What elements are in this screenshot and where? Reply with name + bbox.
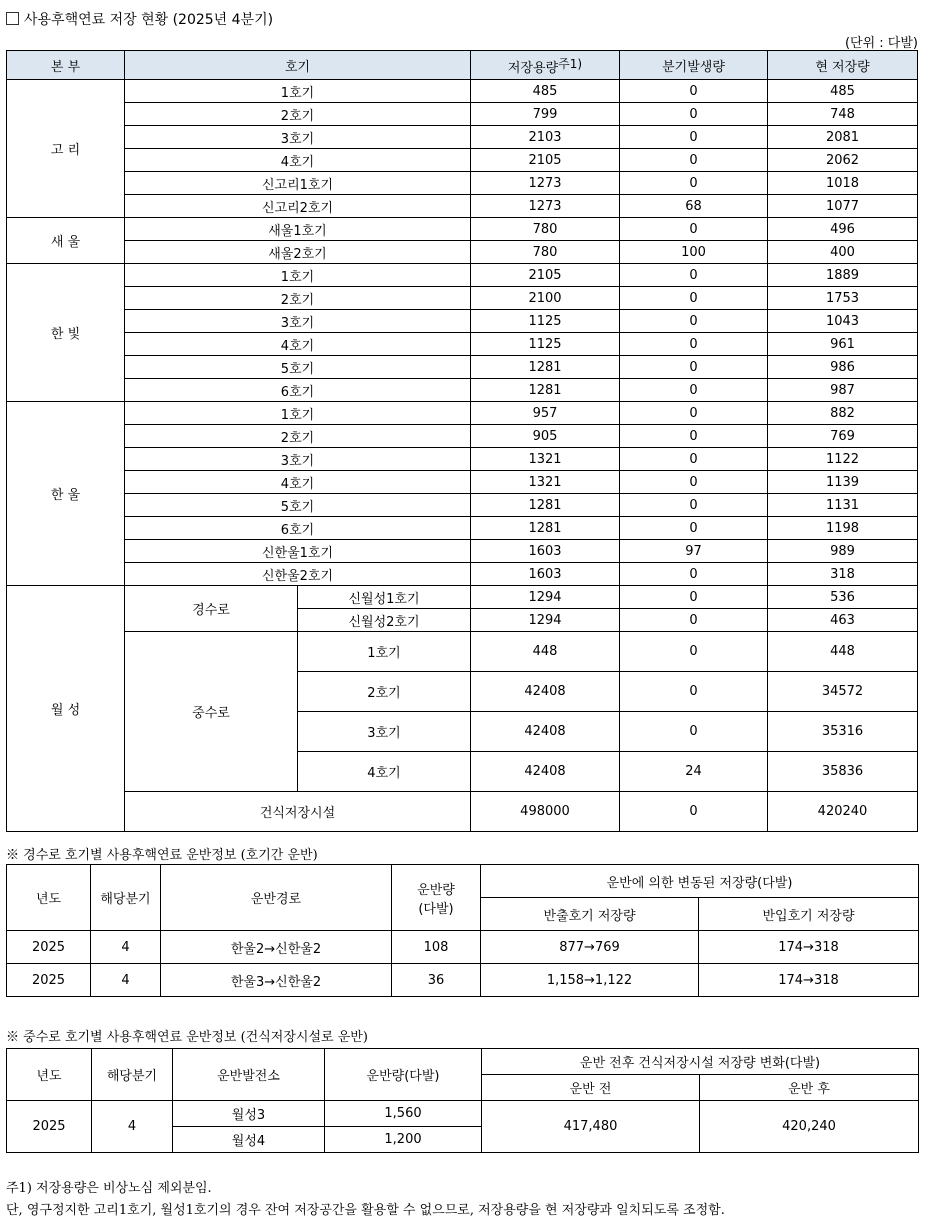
cell-capacity: 42408 — [471, 712, 620, 752]
cell-current: 318 — [768, 563, 918, 586]
cell-capacity: 485 — [471, 80, 620, 103]
cell-unit: 2호기 — [298, 672, 471, 712]
table-row — [7, 792, 918, 832]
header-year: 년도 — [7, 865, 91, 931]
table-row — [7, 333, 918, 356]
table-row — [7, 149, 918, 172]
cell-capacity: 42408 — [471, 752, 620, 792]
cell-amount: 36 — [392, 964, 481, 997]
header-amount: 운반량(다발) — [325, 1049, 482, 1101]
table-row — [7, 195, 918, 218]
cell-generated: 0 — [620, 586, 768, 609]
cell-current: 961 — [768, 333, 918, 356]
cell-capacity: 1321 — [471, 471, 620, 494]
table-row — [7, 517, 918, 540]
phwr-transport-note: ※ 중수로 호기별 사용후핵연료 운반정보 (건식저장시설로 운반) — [6, 1030, 368, 1045]
header-unit: 호기 — [125, 51, 471, 80]
cell-unit: 2호기 — [125, 425, 471, 448]
cell-unit: 건식저장시설 — [125, 792, 471, 832]
cell-generated: 0 — [620, 448, 768, 471]
cell-current: 448 — [768, 632, 918, 672]
cell-unit: 1호기 — [125, 80, 471, 103]
cell-capacity: 42408 — [471, 672, 620, 712]
cell-current: 485 — [768, 80, 918, 103]
table-row — [7, 103, 918, 126]
cell-current: 1043 — [768, 310, 918, 333]
storage-status-table — [6, 50, 918, 832]
header-quarter: 해당분기 — [91, 865, 161, 931]
hq-name-hanbit: 한 빛 — [7, 264, 125, 402]
cell-unit: 신월성1호기 — [298, 586, 471, 609]
table-row — [7, 1101, 919, 1127]
cell-unit: 4호기 — [125, 333, 471, 356]
cell-unit: 신한울2호기 — [125, 563, 471, 586]
cell-out: 877→769 — [481, 931, 699, 964]
hq-name-wolsong: 월 성 — [7, 586, 125, 832]
cell-generated: 0 — [620, 379, 768, 402]
cell-unit: 5호기 — [125, 494, 471, 517]
table-row — [7, 310, 918, 333]
cell-generated: 0 — [620, 149, 768, 172]
hq-name-hanul: 한 울 — [7, 402, 125, 586]
cell-capacity: 1321 — [471, 448, 620, 471]
page-title: 사용후핵연료 저장 현황 (2025년 4분기) — [6, 9, 273, 29]
cell-capacity: 905 — [471, 425, 620, 448]
cell-year: 2025 — [7, 964, 91, 997]
header-hq: 본 부 — [7, 51, 125, 80]
cell-generated: 24 — [620, 752, 768, 792]
cell-capacity: 1125 — [471, 333, 620, 356]
header-capacity: 저장용량주1) — [471, 51, 620, 80]
cell-capacity: 957 — [471, 402, 620, 425]
cell-unit: 신월성2호기 — [298, 609, 471, 632]
cell-generated: 0 — [620, 402, 768, 425]
cell-quarter: 4 — [92, 1101, 173, 1153]
cell-before: 417,480 — [482, 1101, 700, 1153]
table-row — [7, 80, 918, 103]
cell-origin: 월성3 — [173, 1101, 325, 1127]
cell-generated: 0 — [620, 792, 768, 832]
cell-generated: 0 — [620, 126, 768, 149]
cell-in: 174→318 — [699, 964, 919, 997]
cell-current: 400 — [768, 241, 918, 264]
checkbox-icon — [6, 12, 19, 25]
table-header-row — [7, 51, 918, 80]
cell-unit: 5호기 — [125, 356, 471, 379]
cell-capacity: 1603 — [471, 540, 620, 563]
cell-amount: 1,560 — [325, 1101, 482, 1127]
cell-current: 987 — [768, 379, 918, 402]
phwr-transport-table — [6, 1048, 919, 1153]
table-row — [7, 218, 918, 241]
cell-capacity: 780 — [471, 218, 620, 241]
cell-current: 420240 — [768, 792, 918, 832]
table-row — [7, 356, 918, 379]
cell-generated: 97 — [620, 540, 768, 563]
header-year: 년도 — [7, 1049, 92, 1101]
cell-capacity: 1294 — [471, 609, 620, 632]
cell-generated: 0 — [620, 80, 768, 103]
table-row — [7, 586, 918, 609]
cell-year: 2025 — [7, 931, 91, 964]
cell-unit: 2호기 — [125, 103, 471, 126]
cell-unit: 4호기 — [125, 471, 471, 494]
cell-generated: 100 — [620, 241, 768, 264]
cell-current: 2081 — [768, 126, 918, 149]
cell-unit: 4호기 — [298, 752, 471, 792]
cell-unit: 3호기 — [298, 712, 471, 752]
cell-in: 174→318 — [699, 931, 919, 964]
cell-generated: 0 — [620, 103, 768, 126]
cell-generated: 0 — [620, 172, 768, 195]
table-row — [7, 563, 918, 586]
table-row — [7, 126, 918, 149]
cell-current: 748 — [768, 103, 918, 126]
cell-generated: 0 — [620, 264, 768, 287]
table-row — [7, 172, 918, 195]
table-row — [7, 471, 918, 494]
cell-out: 1,158→1,122 — [481, 964, 699, 997]
cell-generated: 0 — [620, 287, 768, 310]
cell-capacity: 1273 — [471, 195, 620, 218]
cell-current: 1077 — [768, 195, 918, 218]
cell-current: 1198 — [768, 517, 918, 540]
cell-capacity: 1281 — [471, 517, 620, 540]
header-quarter: 해당분기 — [92, 1049, 173, 1101]
cell-current: 1139 — [768, 471, 918, 494]
cell-current: 2062 — [768, 149, 918, 172]
cell-current: 882 — [768, 402, 918, 425]
cell-generated: 0 — [620, 672, 768, 712]
cell-unit: 새울1호기 — [125, 218, 471, 241]
cell-current: 1018 — [768, 172, 918, 195]
cell-origin: 월성4 — [173, 1127, 325, 1153]
cell-capacity: 1125 — [471, 310, 620, 333]
cell-generated: 0 — [620, 218, 768, 241]
reactor-type-pwr: 경수로 — [125, 586, 298, 632]
cell-capacity: 1603 — [471, 563, 620, 586]
cell-capacity: 2100 — [471, 287, 620, 310]
table-row — [7, 540, 918, 563]
cell-current: 536 — [768, 586, 918, 609]
cell-current: 35836 — [768, 752, 918, 792]
reactor-type-phwr: 중수로 — [125, 632, 298, 792]
table-row — [7, 425, 918, 448]
cell-generated: 0 — [620, 494, 768, 517]
table-header-row — [7, 865, 919, 898]
cell-capacity: 1281 — [471, 356, 620, 379]
header-amount: 운반량 (다발) — [392, 865, 481, 931]
cell-generated: 0 — [620, 632, 768, 672]
cell-unit: 새울2호기 — [125, 241, 471, 264]
cell-current: 496 — [768, 218, 918, 241]
table-row — [7, 964, 919, 997]
cell-capacity: 799 — [471, 103, 620, 126]
cell-route: 한울3→신한울2 — [161, 964, 392, 997]
cell-unit: 6호기 — [125, 517, 471, 540]
cell-amount: 108 — [392, 931, 481, 964]
header-origin: 운반발전소 — [173, 1049, 325, 1101]
cell-unit: 신고리1호기 — [125, 172, 471, 195]
header-before: 운반 전 — [482, 1075, 700, 1101]
cell-current: 1122 — [768, 448, 918, 471]
cell-amount: 1,200 — [325, 1127, 482, 1153]
cell-after: 420,240 — [700, 1101, 919, 1153]
cell-generated: 0 — [620, 712, 768, 752]
cell-capacity: 448 — [471, 632, 620, 672]
header-route: 운반경로 — [161, 865, 392, 931]
cell-quarter: 4 — [91, 964, 161, 997]
cell-current: 463 — [768, 609, 918, 632]
cell-unit: 신고리2호기 — [125, 195, 471, 218]
cell-generated: 0 — [620, 310, 768, 333]
footnote-1: 주1) 저장용량은 비상노심 제외분임. — [6, 1181, 212, 1196]
cell-unit: 1호기 — [125, 402, 471, 425]
cell-current: 986 — [768, 356, 918, 379]
table-row — [7, 494, 918, 517]
cell-unit: 3호기 — [125, 126, 471, 149]
cell-capacity: 1281 — [471, 379, 620, 402]
cell-generated: 68 — [620, 195, 768, 218]
cell-current: 989 — [768, 540, 918, 563]
cell-current: 769 — [768, 425, 918, 448]
cell-unit: 3호기 — [125, 310, 471, 333]
header-after: 운반 후 — [700, 1075, 919, 1101]
cell-generated: 0 — [620, 471, 768, 494]
cell-unit: 1호기 — [125, 264, 471, 287]
cell-route: 한울2→신한울2 — [161, 931, 392, 964]
cell-current: 1753 — [768, 287, 918, 310]
table-row — [7, 931, 919, 964]
table-row — [7, 241, 918, 264]
header-in-storage: 반입호기 저장량 — [699, 898, 919, 931]
pwr-transport-table — [6, 864, 919, 997]
header-current: 현 저장량 — [768, 51, 918, 80]
table-row — [7, 287, 918, 310]
table-row — [7, 402, 918, 425]
cell-year: 2025 — [7, 1101, 92, 1153]
footnote-2: 단, 영구정지한 고리1호기, 월성1호기의 경우 잔여 저장공간을 활용할 수 없으므로, 저장용량을 현 저장량과 일치되도록 조정함. — [6, 1203, 725, 1218]
cell-current: 35316 — [768, 712, 918, 752]
pwr-transport-note: ※ 경수로 호기별 사용후핵연료 운반정보 (호기간 운반) — [6, 848, 318, 863]
cell-generated: 0 — [620, 609, 768, 632]
table-row — [7, 448, 918, 471]
table-row — [7, 264, 918, 287]
cell-generated: 0 — [620, 356, 768, 379]
cell-capacity: 2103 — [471, 126, 620, 149]
cell-unit: 1호기 — [298, 632, 471, 672]
cell-current: 34572 — [768, 672, 918, 712]
cell-current: 1131 — [768, 494, 918, 517]
table-row — [7, 632, 918, 672]
cell-generated: 0 — [620, 425, 768, 448]
cell-generated: 0 — [620, 563, 768, 586]
hq-name-saeul: 새 울 — [7, 218, 125, 264]
header-out-storage: 반출호기 저장량 — [481, 898, 699, 931]
cell-quarter: 4 — [91, 931, 161, 964]
cell-unit: 2호기 — [125, 287, 471, 310]
cell-unit: 6호기 — [125, 379, 471, 402]
cell-capacity: 498000 — [471, 792, 620, 832]
cell-unit: 신한울1호기 — [125, 540, 471, 563]
cell-generated: 0 — [620, 517, 768, 540]
table-row — [7, 379, 918, 402]
cell-capacity: 780 — [471, 241, 620, 264]
header-generated: 분기발생량 — [620, 51, 768, 80]
cell-capacity: 1294 — [471, 586, 620, 609]
cell-capacity: 1273 — [471, 172, 620, 195]
storage-table-body — [7, 80, 918, 832]
header-dry-storage-change: 운반 전후 건식저장시설 저장량 변화(다발) — [482, 1049, 919, 1075]
cell-capacity: 2105 — [471, 149, 620, 172]
cell-unit: 3호기 — [125, 448, 471, 471]
cell-capacity: 2105 — [471, 264, 620, 287]
cell-current: 1889 — [768, 264, 918, 287]
hq-name-kori: 고 리 — [7, 80, 125, 218]
cell-generated: 0 — [620, 333, 768, 356]
unit-label: (단위 : 다발) — [844, 36, 918, 51]
cell-capacity: 1281 — [471, 494, 620, 517]
cell-unit: 4호기 — [125, 149, 471, 172]
header-changed-storage: 운반에 의한 변동된 저장량(다발) — [481, 865, 919, 898]
table-header-row — [7, 1049, 919, 1075]
